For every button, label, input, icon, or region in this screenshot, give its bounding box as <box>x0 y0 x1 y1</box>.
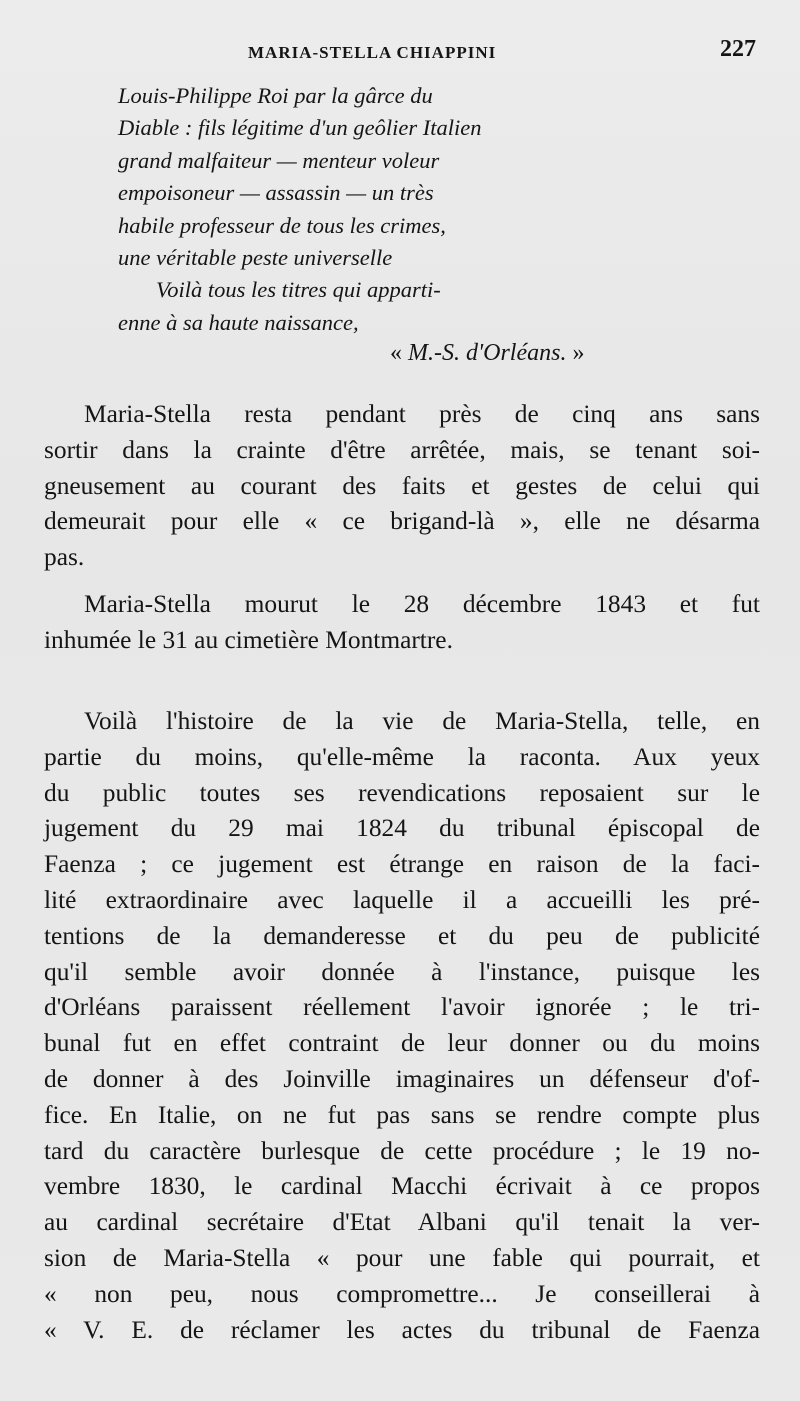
text-line: au cardinal secrétaire d'Etat Albani qu'il tenait la ver- <box>44 1208 760 1237</box>
poem-line: Voilà tous les titres qui apparti- <box>156 277 441 303</box>
page-header <box>0 36 800 66</box>
running-head: MARIA-STELLA CHIAPPINI <box>248 43 497 62</box>
text-line: tentions de la demanderesse et du peu de publicité <box>44 921 760 950</box>
signature-open-quote: « <box>390 340 408 366</box>
text-line: gneusement au courant des faits et gestes de celui qui <box>44 471 760 500</box>
text-line: Maria-Stella resta pendant près de cinq ans sans <box>84 400 760 428</box>
text-line: partie du moins, qu'elle-même la raconta. Aux yeux <box>44 742 760 771</box>
text-line: bunal fut en effet contraint de leur donner ou du moins <box>44 1029 760 1058</box>
text-line: vembre 1830, le cardinal Macchi écrivait à ce propos <box>44 1172 760 1201</box>
text-line: lité extraordinaire avec laquelle il a accueilli les pré- <box>44 885 760 914</box>
quoted-poem <box>118 80 698 339</box>
text-line: inhumée le 31 au cimetière Montmartre. <box>44 625 453 654</box>
signature-name: M.-S. d'Orléans. <box>408 340 567 366</box>
poem-signature <box>390 338 584 368</box>
poem-line: habile professeur de tous les crimes, <box>118 212 446 238</box>
text-line: du public toutes ses revendications reposaient sur le <box>44 778 760 807</box>
text-line: fice. En Italie, on ne fut pas sans se rendre compte plus <box>44 1100 760 1129</box>
text-line: de donner à des Joinville imaginaires un défenseur d'of- <box>44 1064 760 1093</box>
poem-line: Diable : fils légitime d'un geôlier Italien <box>118 115 482 141</box>
text-line: Maria-Stella mourut le 28 décembre 1843 et fut <box>84 590 760 618</box>
poem-line: empoisoneur — assassin — un très <box>118 180 434 206</box>
text-line: « V. E. de réclamer les actes du tribunal de Faenza <box>44 1315 760 1344</box>
text-line: jugement du 29 mai 1824 du tribunal épiscopal de <box>44 814 760 843</box>
page-number: 227 <box>720 36 756 62</box>
poem-line: une véritable peste universelle <box>118 245 393 271</box>
poem-line: enne à sa haute naissance, <box>118 309 359 335</box>
paragraph-3 <box>44 704 760 1348</box>
text-line: sortir dans la crainte d'être arrêtée, mais, se tenant soi- <box>44 435 760 464</box>
text-line: « non peu, nous compromettre... Je conseillerai à <box>44 1279 760 1308</box>
text-line: demeurait pour elle « ce brigand-là », elle ne désarma <box>44 507 760 536</box>
signature-close-quote: » <box>566 340 585 366</box>
poem-line: grand malfaiteur — menteur voleur <box>118 147 440 173</box>
text-line: Faenza ; ce jugement est étrange en raison de la faci- <box>44 850 760 879</box>
poem-line: Louis-Philippe Roi par la gârce du <box>118 83 433 108</box>
text-line: Voilà l'histoire de la vie de Maria-Stella, telle, en <box>84 707 760 735</box>
text-line: tard du caractère burlesque de cette procédure ; le 19 no- <box>44 1136 760 1165</box>
text-line: d'Orléans paraissent réellement l'avoir ignorée ; le tri- <box>44 993 760 1022</box>
paragraph-1 <box>44 397 760 576</box>
text-line: sion de Maria-Stella « pour une fable qui pourrait, et <box>44 1243 760 1272</box>
text-line: pas. <box>44 543 85 572</box>
paragraph-2 <box>44 587 760 659</box>
text-line: qu'il semble avoir donnée à l'instance, puisque les <box>44 957 760 986</box>
